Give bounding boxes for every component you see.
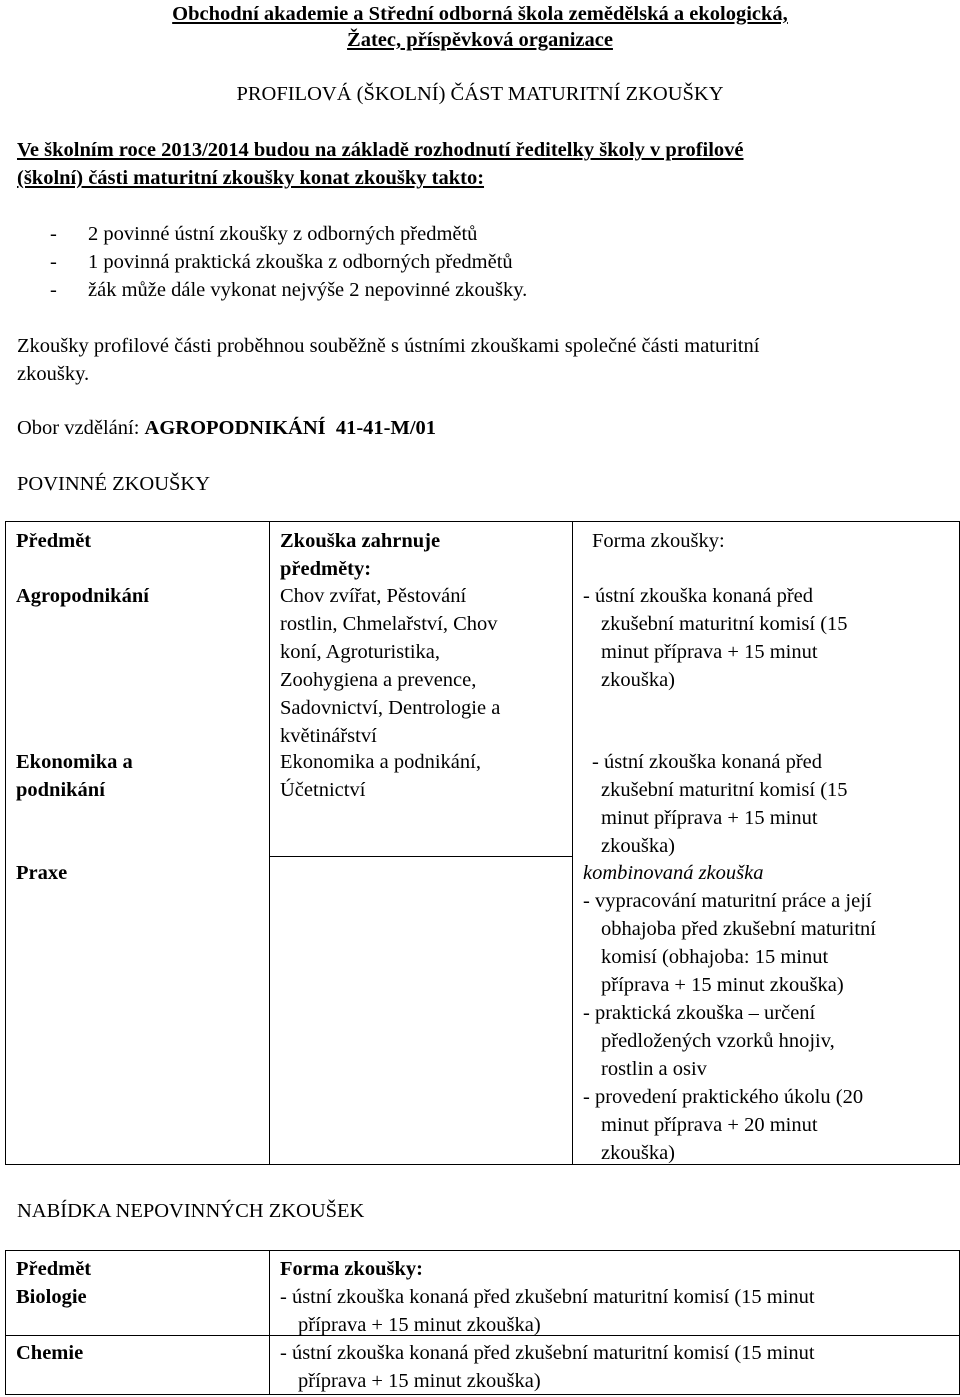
form-line: zkouška): [601, 1141, 676, 1164]
bullet-dash: -: [50, 251, 57, 273]
form-line: zkušební maturitní komisí (15: [601, 779, 848, 801]
table-row: [6, 1336, 960, 1395]
bullet-dash: -: [50, 223, 57, 245]
includes-line: koní, Agroturistika,: [280, 641, 441, 663]
form-line: - vypracování maturitní práce a její: [583, 889, 872, 912]
includes-line: rostlin, Chmelařství, Chov: [280, 613, 498, 635]
form-line: minut příprava + 15 minut: [601, 807, 818, 829]
subject-name: Biologie: [16, 1286, 87, 1308]
field-value: AGROPODNIKÁNÍ 41-41-M/01: [144, 417, 437, 439]
subject-cell: [6, 578, 270, 744]
table-header-row: [6, 1251, 960, 1280]
form-line: minut příprava + 15 minut: [601, 641, 818, 663]
includes-line: Zoohygiena a prevence,: [280, 669, 477, 691]
header-cell: [573, 522, 960, 579]
col-subject-header: Předmět: [16, 530, 92, 552]
subject-name: Agropodnikání: [16, 585, 149, 607]
form-line: - provedení praktického úkolu (20: [583, 1085, 864, 1108]
col-form-header: Forma zkoušky:: [280, 1258, 423, 1280]
form-line: zkouška): [601, 835, 676, 857]
col-form-header: Forma zkoušky:: [592, 530, 725, 552]
mandatory-heading: POVINNÉ ZKOUŠKY: [17, 473, 211, 495]
optional-exams-table: [5, 1250, 960, 1395]
table-row: [6, 578, 960, 744]
header-cell: [270, 522, 573, 579]
form-line: zkouška): [601, 669, 676, 691]
form-line: minut příprava + 20 minut: [601, 1113, 818, 1136]
form-cell: [270, 1279, 960, 1336]
form-line: - praktická zkouška – určení: [583, 1001, 816, 1024]
includes-line: květinářství: [280, 725, 377, 747]
bullet-text: 1 povinná praktická zkouška z odborných předmětů: [88, 251, 513, 273]
form-line: příprava + 15 minut zkouška): [298, 1370, 541, 1392]
field-of-study: [17, 414, 436, 442]
includes-cell: [270, 578, 573, 747]
subject-cell: [6, 1279, 270, 1336]
bullet-text: žák může dále vykonat nejvýše 2 nepovinné zkoušky.: [88, 279, 528, 301]
document-title: PROFILOVÁ (ŠKOLNÍ) ČÁST MATURITNÍ ZKOUŠKY: [236, 83, 724, 105]
subject-cell: [6, 1336, 270, 1395]
form-line: zkušební maturitní komisí (15: [601, 613, 848, 635]
col-includes-header-1: Zkouška zahrnuje: [280, 530, 441, 552]
parallel-note-line1: Zkoušky profilové části proběhnou souběžně s ústními zkouškami společné části maturitní: [17, 335, 760, 357]
form-cell: [573, 857, 960, 1165]
table-row: [6, 857, 960, 1165]
intro-line1: Ve školním roce 2013/2014 budou na základě rozhodnutí ředitelky školy v profilové: [17, 139, 744, 161]
school-name-line1: Obchodní akademie a Střední odborná škola zemědělská a ekologická,: [172, 3, 788, 25]
includes-line: Účetnictví: [280, 779, 366, 801]
includes-line: Ekonomika a podnikání,: [280, 751, 481, 773]
includes-line: Sadovnictví, Dentrologie a: [280, 697, 501, 719]
subject-name: Ekonomika a: [16, 751, 133, 773]
table-header-row: [6, 522, 960, 579]
form-line: - ústní zkouška konaná před: [592, 751, 822, 773]
mandatory-exams-table: [5, 521, 960, 1165]
parallel-note-line2: zkoušky.: [17, 363, 90, 385]
header-cell: [270, 1251, 960, 1280]
form-line: předložených vzorků hnojiv,: [601, 1029, 835, 1052]
optional-heading: NABÍDKA NEPOVINNÝCH ZKOUŠEK: [17, 1200, 365, 1222]
form-line: obhajoba před zkušební maturitní: [601, 917, 876, 940]
form-line: - ústní zkouška konaná před zkušební maturitní komisí (15 minut: [280, 1286, 815, 1308]
form-cell: [270, 1336, 960, 1395]
header-cell: [6, 1251, 270, 1280]
bullet-dash: -: [50, 279, 57, 301]
table-row: [6, 1279, 960, 1336]
form-line: - ústní zkouška konaná před zkušební maturitní komisí (15 minut: [280, 1342, 815, 1364]
subject-name: Praxe: [16, 861, 68, 884]
intro-line2: (školní) části maturitní zkoušky konat zkoušky takto:: [17, 167, 485, 189]
form-cell: [573, 578, 960, 744]
col-includes-header-2: předměty:: [280, 558, 372, 580]
header-cell: [6, 522, 270, 579]
subject-cell: [6, 744, 270, 857]
form-line: příprava + 15 minut zkouška): [601, 973, 844, 996]
form-line: komisí (obhajoba: 15 minut: [601, 945, 829, 968]
form-line: příprava + 15 minut zkouška): [298, 1314, 541, 1336]
includes-cell: [270, 857, 573, 1165]
bullet-text: 2 povinné ústní zkoušky z odborných předmětů: [88, 223, 478, 245]
form-title: kombinovaná zkouška: [583, 861, 764, 884]
col-subject-header: Předmět: [16, 1258, 92, 1280]
field-label: Obor vzdělání:: [17, 417, 145, 439]
subject-name: Chemie: [16, 1342, 84, 1364]
subject-cell: [6, 857, 270, 1165]
includes-line: Chov zvířat, Pěstování: [280, 585, 467, 607]
subject-name: podnikání: [16, 779, 105, 801]
form-line: rostlin a osiv: [601, 1057, 707, 1080]
includes-cell: [270, 744, 573, 857]
table-row: [6, 744, 960, 857]
form-cell: [573, 744, 960, 857]
school-name-line2: Žatec, příspěvková organizace: [347, 29, 613, 51]
form-line: - ústní zkouška konaná před: [583, 585, 813, 607]
